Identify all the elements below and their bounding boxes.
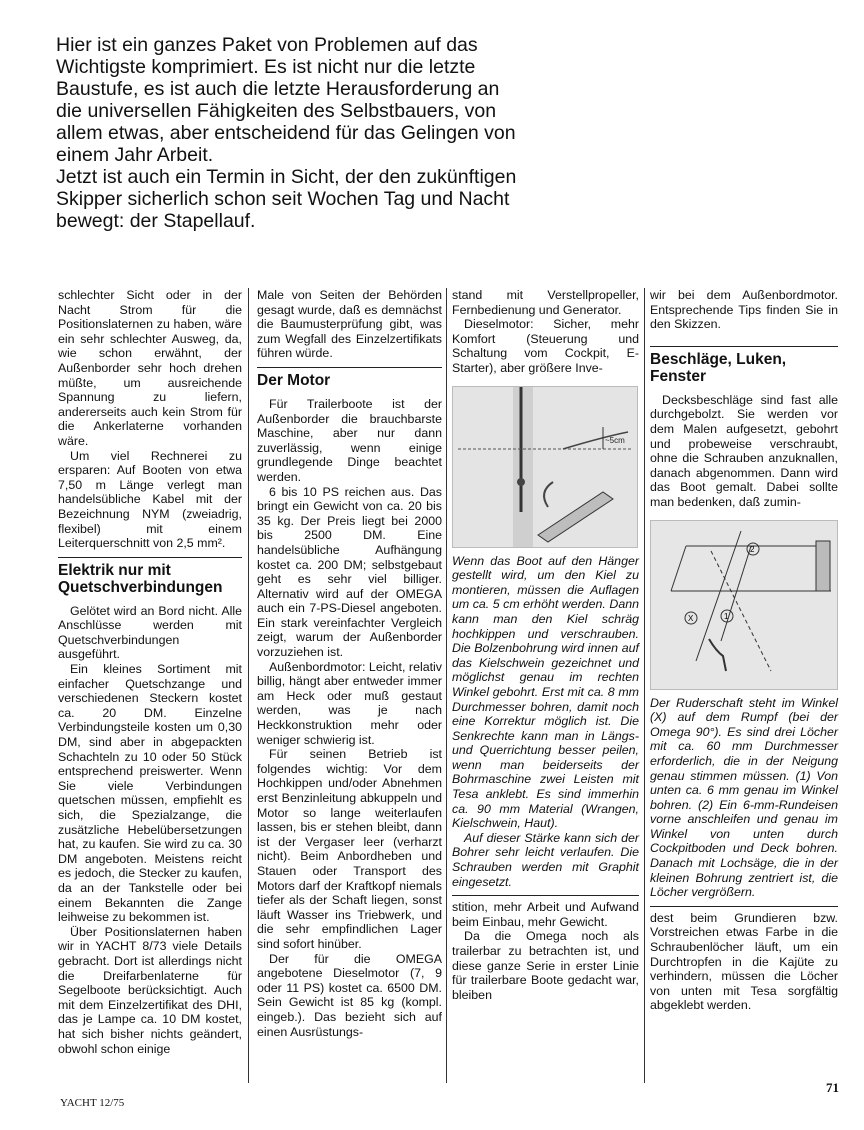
page-number: 71 [826, 1080, 839, 1095]
column-divider [644, 288, 645, 1083]
section-rule [452, 895, 639, 896]
paragraph: dest beim Grundieren bzw. Vorstreichen etwas Farbe in die Schraubenlöcher läuft, um ein Durchtropfen in die Kajüte zu verhindern, müssen die Löcher von unten mit Tesa sorgfältig abgeklebt werden. [650, 910, 838, 1013]
paragraph: Dieselmotor: Sicher, mehr Komfort (Steuerung und Schaltung vom Cockpit, E-Starter), aber größere Inve- [452, 317, 639, 375]
section-rule [650, 346, 838, 347]
figure-label: 2 [750, 544, 755, 554]
section-rule [58, 557, 242, 558]
intro-text [56, 34, 526, 232]
paragraph: Ein kleines Sortiment mit einfacher Quetschzange und verschiedenen Steckern kostet ca. 20 DM. Einzelne Verbindungsteile kosten um 0,30 DM, sind aber in abgepackten Schachteln zu 10 oder 50 Stück entsprechend preiswerter. Wenn Sie viele Verbindungen quetschen müssen, empfiehlt es sich, die Spezialzange, die zusätzliche Hebelübersetzungen hat, zu kaufen. Sie wird zu ca. 30 DM angeboten. Meistens reicht es jedoch, die Stecker zu kaufen, da an der Tankstelle oder bei einem Bekannten die Zange leihweise zu bekommen ist. [58, 662, 242, 925]
rudder-shaft-illustration [651, 521, 837, 689]
paragraph: schlechter Sicht oder in der Nacht Strom für die Positionslaternen zu haben, wäre ein sehr schlechter Ausweg, da, wie schon erwähnt, der Außenborder sehr hoch drehen müßte, um ausreichende Spannung zu liefern, andererseits auch kein Strom für die Ankerlaterne vorhanden wäre. [58, 288, 242, 448]
paragraph: Für Trailerboote ist der Außenborder die brauchbarste Maschine, aber nur dann zuverlässig, wenn einige grundlegende Dinge beachtet werden. [257, 396, 442, 484]
keel-mounting-illustration [453, 387, 637, 547]
section-heading-beschlaege: Beschläge, Luken, Fenster [650, 350, 787, 385]
paragraph: Der für die OMEGA angebotene Dieselmotor (7, 9 oder 11 PS) kostet ca. 6500 DM. Sein Gewicht ist 85 kg (kompl. eingeb.). Das bezieht sich auf einen Ausrüstungs- [257, 951, 442, 1039]
paragraph: 6 bis 10 PS reichen aus. Das bringt ein Gewicht von ca. 20 bis 35 kg. Der Preis liegt bei 2000 bis 2500 DM. Eine handelsübliche Aufhängung kostet ca. 200 DM; selbstgebaut geht es sehr viel billiger. Alternativ wird auf der OMEGA auch ein 7-PS-Diesel angeboten. Ein stark vereinfachter Vergleich zeigt, warum der Außenborder vorzuziehen ist. [257, 484, 442, 660]
paragraph: Male von Seiten der Behörden gesagt wurde, daß es demnächst die Baumusterprüfung gibt, was zum Wegfall des Einzelzertifikats führen würde. [257, 288, 442, 361]
paragraph: Decksbeschläge sind fast alle durchgebolzt. Sie werden vor dem Malen aufgesetzt, gebohrt und probeweise verschraubt, ohne die Schrauben anzuknallen, danach abgenommen. Dann wird das Boot gemalt. Dabei sollte man bedenken, daß zumin- [650, 392, 838, 509]
column-divider [446, 288, 447, 1083]
figure-caption: Der Ruderschaft steht im Winkel (X) auf dem Rumpf (bei der Omega 90°). Es sind drei Löcher mit ca. 60 mm Durchmesser erforderlich, die in der Neigung genau stimmen müssen. (1) Von unten ca. 6 mm genau im Winkel bohren. (2) Ein 6-mm-Rundeisen vorne anschleifen und genau im Winkel von unten durch Cockpitboden und Deck bohren. Danach mit Lochsäge, die in der kleinen Bohrung zentriert ist, die Löcher vergrößern. [650, 695, 838, 900]
paragraph: Da die Omega noch als trailerbar zu betrachten ist, und diese ganze Serie in erster Linie für trailerbare Boote gedacht war, bleiben [452, 929, 639, 1002]
figure-label: X [688, 613, 694, 623]
paragraph: Um viel Rechnerei zu ersparen: Auf Booten von etwa 7,50 m Länge verlegt man handelsübliche Kabel mit der Bezeichnung NYM (zweiadrig, flexibel) mit einem Leiterquerschnitt von 2,5 mm². [58, 448, 242, 551]
intro-paragraph-1: Hier ist ein ganzes Paket von Problemen auf das Wichtigste komprimiert. Es ist nicht nur die letzte Baustufe, es ist auch die letzte Herausforderung an die universellen Fähigkeiten des Selbstbauers, von allem etwas, aber entscheidend für das Gelingen von einem Jahr Arbeit. [56, 34, 516, 166]
intro-paragraph-2: Jetzt ist auch ein Termin in Sicht, der den zukünftigen Skipper sicherlich schon seit Wochen Tag und Nacht bewegt: der Stapellauf. [56, 166, 517, 232]
figure-caption: Wenn das Boot auf den Hänger gestellt wird, um den Kiel zu montieren, müssen die Auflagen um ca. 5 cm erhöht werden. Dann kann man den Kiel schräg hochkippen und verschrauben. Die Bolzenbohrung wird innen auf das Kielschwein gezeichnet und möglichst genau im rechten Winkel gebohrt. Erst mit ca. 8 mm Durchmesser bohren, damit noch eine Korrektur möglich ist. Die Senkrechte kann man in Längs- und Querrichtung besser peilen, wenn man beiderseits der Bohrmaschine zwei Leisten mit Tesa anklebt. Es sind immerhin ca. 90 mm Material (Wrangen, Kielschwein, Haut). [452, 553, 639, 831]
paragraph: stition, mehr Arbeit und Aufwand beim Einbau, mehr Gewicht. [452, 900, 639, 929]
column-3 [452, 288, 639, 1002]
figure-caption-continued: Auf dieser Stärke kann sich der Bohrer sehr leicht verlaufen. Die Schrauben werden mit Graphit eingesetzt. [452, 830, 639, 889]
paragraph: stand mit Verstellpropeller, Fernbedienung und Generator. [452, 288, 639, 317]
column-1 [58, 288, 242, 1056]
column-4 [650, 288, 838, 1013]
section-rule [650, 906, 838, 907]
rudder-shaft-sketch [650, 520, 838, 690]
column-2 [257, 288, 442, 1039]
section-heading-motor: Der Motor [257, 371, 331, 389]
figure-label: ~5cm [605, 435, 625, 445]
figure-label: 1 [724, 611, 729, 621]
paragraph: Außenbordmotor: Leicht, relativ billig, hängt aber entweder immer am Heck oder muß gestaut werden, was je nach Heckkonstruktion mehr oder weniger schwierig ist. [257, 659, 442, 747]
column-divider [248, 288, 249, 1083]
section-rule [257, 367, 442, 368]
section-heading-elektrik: Elektrik nur mit Quetschverbindungen [58, 561, 223, 596]
footer-issue: YACHT 12/75 [60, 1097, 125, 1109]
paragraph: wir bei dem Außenbordmotor. Entsprechende Tips finden Sie in den Skizzen. [650, 288, 838, 332]
keel-mounting-photo [452, 386, 638, 548]
paragraph: Für seinen Betrieb ist folgendes wichtig: Vor dem Hochkippen und/oder Abnehmen erst Benzinleitung abkuppeln und Motor so lange weiterlaufen lassen, bis er stehen bleibt, dann ist der Vergaser leer (verharzt nicht). Beim Anbordheben und Stauen oder Transport des Motors darf der Kraftkopf niemals tiefer als der Schaft liegen, sonst läuft Wasser ins Triebwerk, und die sehr empfindlichen Lager sind sofort hinüber. [257, 747, 442, 951]
paragraph: Gelötet wird an Bord nicht. Alle Anschlüsse werden mit Quetschverbindungen ausgeführt. [58, 603, 242, 662]
paragraph: Über Positionslaternen haben wir in YACHT 8/73 viele Details gebracht. Dort ist allerdings nicht die Dreifarbenlaterne für Segelboote berücksichtigt. Auch mit dem Einzelzertifikat des DHI, das je Lampe ca. 10 DM kostet, hat sich bisher nichts geändert, obwohl schon einige [58, 924, 242, 1056]
